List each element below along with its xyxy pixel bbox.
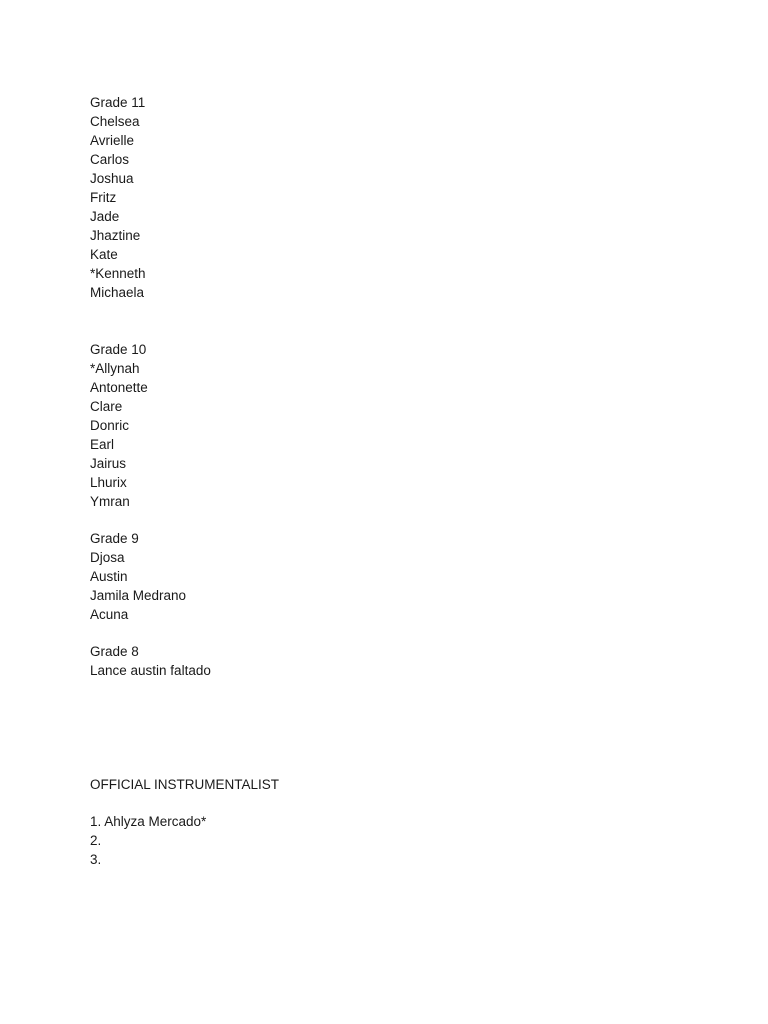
grade-8-heading: Grade 8 — [90, 644, 139, 659]
grade-10-name: Ymran — [90, 494, 130, 509]
grade-10-name: Earl — [90, 437, 115, 452]
grade-8-name: Lance austin faltado — [90, 663, 211, 678]
grade-10-name: Jairus — [90, 456, 127, 471]
blank-gap — [90, 302, 690, 340]
grade-8-section — [90, 642, 690, 680]
grade-10-name: *Allynah — [90, 361, 140, 376]
grade-11-name: *Kenneth — [90, 266, 146, 281]
grade-11-name: Carlos — [90, 152, 130, 167]
instrumentalist-item: 2. — [90, 833, 102, 848]
grade-11-heading: Grade 11 — [90, 95, 146, 110]
blank-gap — [90, 624, 690, 642]
instrumentalist-item: 1. Ahlyza Mercado* — [90, 814, 207, 829]
grade-11-name: Jhaztine — [90, 228, 141, 243]
grade-11-section — [90, 93, 690, 302]
grade-11-name: Michaela — [90, 285, 145, 300]
document-page — [90, 93, 690, 869]
grade-9-name: Djosa — [90, 550, 125, 565]
grade-11-name: Avrielle — [90, 133, 135, 148]
grade-11-name: Joshua — [90, 171, 134, 186]
grade-10-name: Antonette — [90, 380, 148, 395]
grade-11-name: Fritz — [90, 190, 117, 205]
grade-9-name: Austin — [90, 569, 128, 584]
grade-9-section — [90, 529, 690, 624]
grade-10-name: Lhurix — [90, 475, 127, 490]
grade-11-name: Jade — [90, 209, 120, 224]
grade-9-name: Jamila Medrano — [90, 588, 187, 603]
instrumentalist-section — [90, 775, 690, 869]
grade-10-section — [90, 340, 690, 511]
instrumentalist-heading: OFFICIAL INSTRUMENTALIST — [90, 777, 280, 792]
instrumentalist-item: 3. — [90, 852, 102, 867]
grade-10-name: Clare — [90, 399, 123, 414]
grade-11-name: Chelsea — [90, 114, 140, 129]
grade-9-name: Acuna — [90, 607, 129, 622]
blank-gap — [90, 511, 690, 529]
grade-10-heading: Grade 10 — [90, 342, 147, 357]
blank-gap — [90, 680, 690, 775]
grade-11-name: Kate — [90, 247, 118, 262]
grade-10-name: Donric — [90, 418, 130, 433]
blank-gap — [90, 794, 690, 812]
grade-9-heading: Grade 9 — [90, 531, 139, 546]
